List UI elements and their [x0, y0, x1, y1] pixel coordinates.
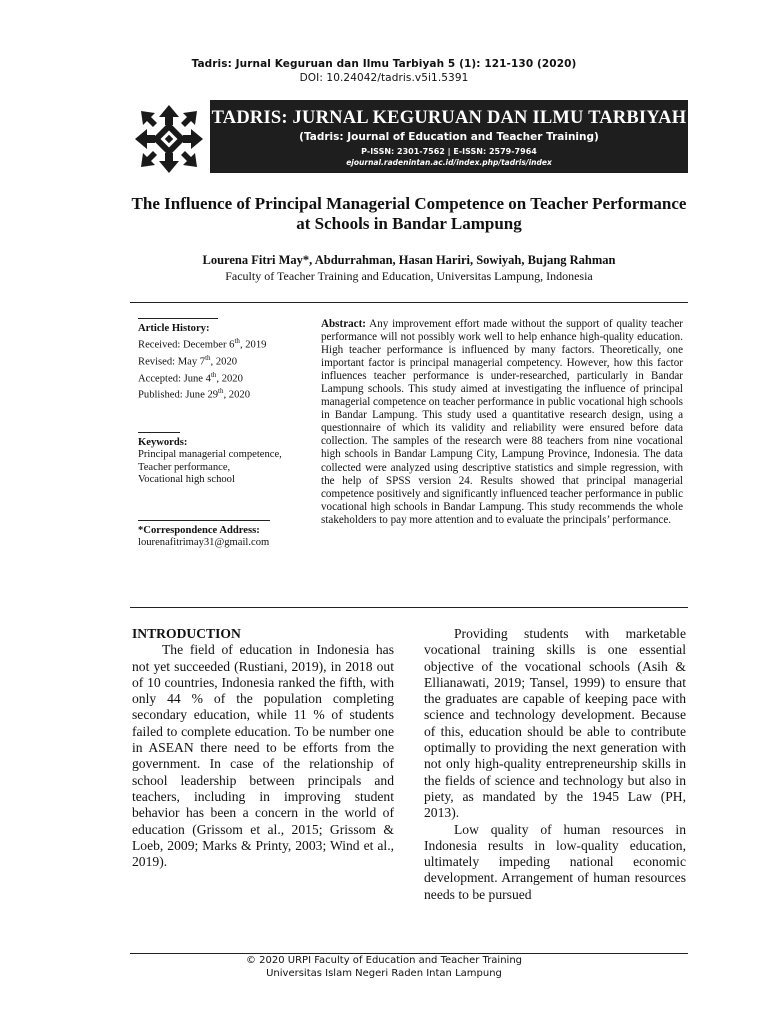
- correspondence-heading: *Correspondence Address:: [138, 524, 260, 536]
- logo-graphic: [133, 103, 205, 175]
- footer-copyright: © 2020 URPI Faculty of Education and Teacher Training: [245, 955, 523, 966]
- keyword-item: Vocational high school: [138, 473, 235, 485]
- keywords-heading: Keywords:: [138, 437, 188, 449]
- journal-url[interactable]: ejournal.radenintan.ac.id/index.php/tadris/index: [346, 158, 552, 167]
- article-title: The Influence of Principal Managerial Competence on Teacher Performance at Schools in Bandar Lampung: [131, 194, 687, 233]
- keyword-item: Teacher performance,: [138, 461, 231, 473]
- history-heading: Article History:: [138, 323, 210, 334]
- accepted-date: Accepted: June 4th, 2020: [138, 370, 243, 385]
- keyword-item: Principal managerial competence,: [138, 449, 282, 461]
- correspondence-short-rule: [138, 520, 270, 521]
- journal-title: TADRIS: JURNAL KEGURUAN DAN ILMU TARBIYAH: [211, 108, 687, 128]
- info-short-rule: [138, 318, 218, 319]
- body-paragraph: The field of education in Indonesia has not yet succeeded (Rustiani, 2019), in 2018 out of 10 countries, Indonesia ranked the fifth, with only 44 % of the population completing secondary education, while 11 % of students failed to complete education. To be number one in ASEAN there need to be efforts from the government. In case of the relationship of school leadership between principals and teachers, including in improving student behavior has been a concern in the world of education (Grissom et al., 2015; Grissom & Loeb, 2009; Marks & Printy, 2003; Wind et al., 2019).: [132, 642, 394, 870]
- body-column-right: [424, 626, 686, 903]
- abstract-bottom-divider: [130, 607, 688, 608]
- page-footer: [0, 954, 768, 980]
- abstract: [321, 318, 683, 527]
- journal-logo-icon: [133, 103, 205, 175]
- citation-line: Tadris: Jurnal Keguruan dan Ilmu Tarbiyah 5 (1): 121-130 (2020): [191, 58, 577, 70]
- abstract-label: Abstract:: [321, 318, 366, 330]
- correspondence-email[interactable]: lourenafitrimay31@gmail.com: [138, 537, 270, 549]
- footer-institution: Universitas Islam Negeri Raden Intan Lampung: [266, 968, 502, 979]
- journal-banner: [210, 100, 688, 173]
- section-heading: INTRODUCTION: [132, 626, 241, 641]
- top-divider: [130, 302, 688, 303]
- journal-subtitle: (Tadris: Journal of Education and Teacher Training): [299, 131, 599, 143]
- keywords-short-rule: [138, 432, 180, 433]
- body-paragraph: Providing students with marketable vocational training skills is one essential objective of the vocational schools (Asih & Ellianawati, 2019; Tansel, 1999) to ensure that the graduates are capable of keeping pace with science and technology development. Because of this, education should be able to contribute optimally to providing the next generation with not only high-quality entrepreneurship skills in the fields of science and technology but also in piety, as mandated by the 1945 Law (PH, 2013).: [424, 626, 686, 821]
- body-paragraph: Low quality of human resources in Indonesia results in low-quality education, ultimately impeding national economic development. Arrangement of human resources needs to be pursued: [424, 821, 686, 902]
- abstract-text: Any improvement effort made without the support of quality teacher performance will not possibly work well to help enhance high-quality education. High teacher performance is influenced by many factors. Theoretically, one important factor is principal managerial competency. However, how this factor influences teacher performance is under-researched, particularly in Bandar Lampung schools. This study aimed at investigating the influence of principal managerial competence on teacher performance in public vocational high schools in Bandar Lampung. This study used a quantitative research design, using a questionnaire of which its validity and reliability were ensured before data collection. The samples of the research were 88 teachers from nine vocational high schools in Bandar Lampung City, Lampung Province, Indonesia. The data collected were analyzed using descriptive statistics and simple regression, with the help of SPSS version 24. Results showed that principal managerial competence positively and significantly influenced teacher performance in public vocational high schools in Bandar Lampung. This study recommends the whole stakeholders to pay more attention and to evaluate the principals’ performance.: [321, 318, 683, 526]
- received-date: Received: December 6th, 2019: [138, 337, 267, 351]
- article-affiliation: Faculty of Teacher Training and Education, Universitas Lampung, Indonesia: [225, 269, 593, 283]
- doi-line: DOI: 10.24042/tadris.v5i1.5391: [299, 72, 469, 84]
- published-date: Published: June 29th, 2020: [138, 387, 250, 401]
- body-column-left: [132, 626, 394, 870]
- article-authors: Lourena Fitri May*, Abdurrahman, Hasan Hariri, Sowiyah, Bujang Rahman: [202, 253, 616, 267]
- revised-date: Revised: May 7th, 2020: [138, 353, 238, 368]
- journal-citation: [0, 57, 768, 85]
- article-info-panel: [138, 318, 308, 549]
- journal-issn: P-ISSN: 2301-7562 | E-ISSN: 2579-7964: [361, 147, 537, 156]
